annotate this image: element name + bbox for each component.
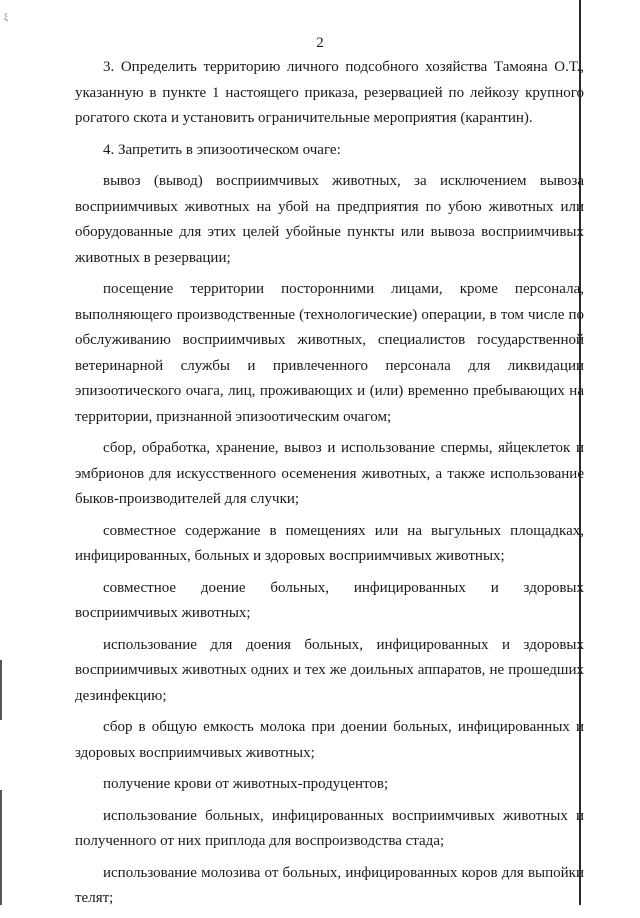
paragraph-sperm-ban: сбор, обработка, хранение, вывоз и использование спермы, яйцеклеток и эмбрионов для искусственного осеменения животных, а также использование быков-производителей для случки; bbox=[75, 440, 584, 507]
paragraph-item-3: 3. Определить территорию личного подсобного хозяйства Тамояна О.Т., указанную в пункте 1 настоящего приказа, резервацией по лейкозу крупного рогатого скота и установить ограничительные мероприятия (карантин). bbox=[75, 59, 584, 126]
scan-artifact-mark: ξ bbox=[4, 12, 9, 22]
document-body bbox=[75, 55, 584, 918]
paragraph-export-ban: вывоз (вывод) восприимчивых животных, за исключением вывоза восприимчивых животных на убой на предприятия по убою животных или оборудованные для этих целей убойные пункты или вывоза восприимчивых животных в резервации; bbox=[75, 173, 584, 266]
paragraph-blood-ban: получение крови от животных-продуцентов; bbox=[103, 776, 389, 792]
paragraph-colostrum-ban: использование молозива от больных, инфицированных коров для выпойки телят; bbox=[75, 864, 584, 906]
scan-artifact-left-line bbox=[0, 790, 2, 905]
paragraph-breeding-ban: использование больных, инфицированных восприимчивых животных и полученного от них приплода для воспроизводства стада; bbox=[75, 807, 584, 849]
paragraph-joint-keeping-ban: совместное содержание в помещениях или на выгульных площадках, инфицированных, больных и здоровых восприимчивых животных; bbox=[75, 522, 584, 564]
paragraph-milking-equipment-ban: использование для доения больных, инфицированных и здоровых восприимчивых животных одних и тех же доильных аппаратов, не прошедших дезинфекцию; bbox=[75, 636, 584, 704]
paragraph-joint-milking-ban: совместное доение больных, инфицированных и здоровых восприимчивых животных; bbox=[75, 579, 584, 621]
page-number: 2 bbox=[316, 35, 324, 51]
paragraph-milk-collection-ban: сбор в общую емкость молока при доении больных, инфицированных и здоровых восприимчивых животных; bbox=[75, 719, 584, 761]
scan-artifact-left-line bbox=[0, 660, 2, 720]
paragraph-visit-ban: посещение территории посторонними лицами, кроме персонала, выполняющего производственные (технологические) операции, в том числе по обслуживанию восприимчивых животных, специалистов государственной ветеринарной службы и привлеченного персонала для ликвидации эпизоотического очага, лиц, проживающих и (или) временно пребывающих на территории, признанной эпизоотическим очагом; bbox=[75, 281, 584, 425]
paragraph-item-4: 4. Запретить в эпизоотическом очаге: bbox=[103, 141, 341, 158]
